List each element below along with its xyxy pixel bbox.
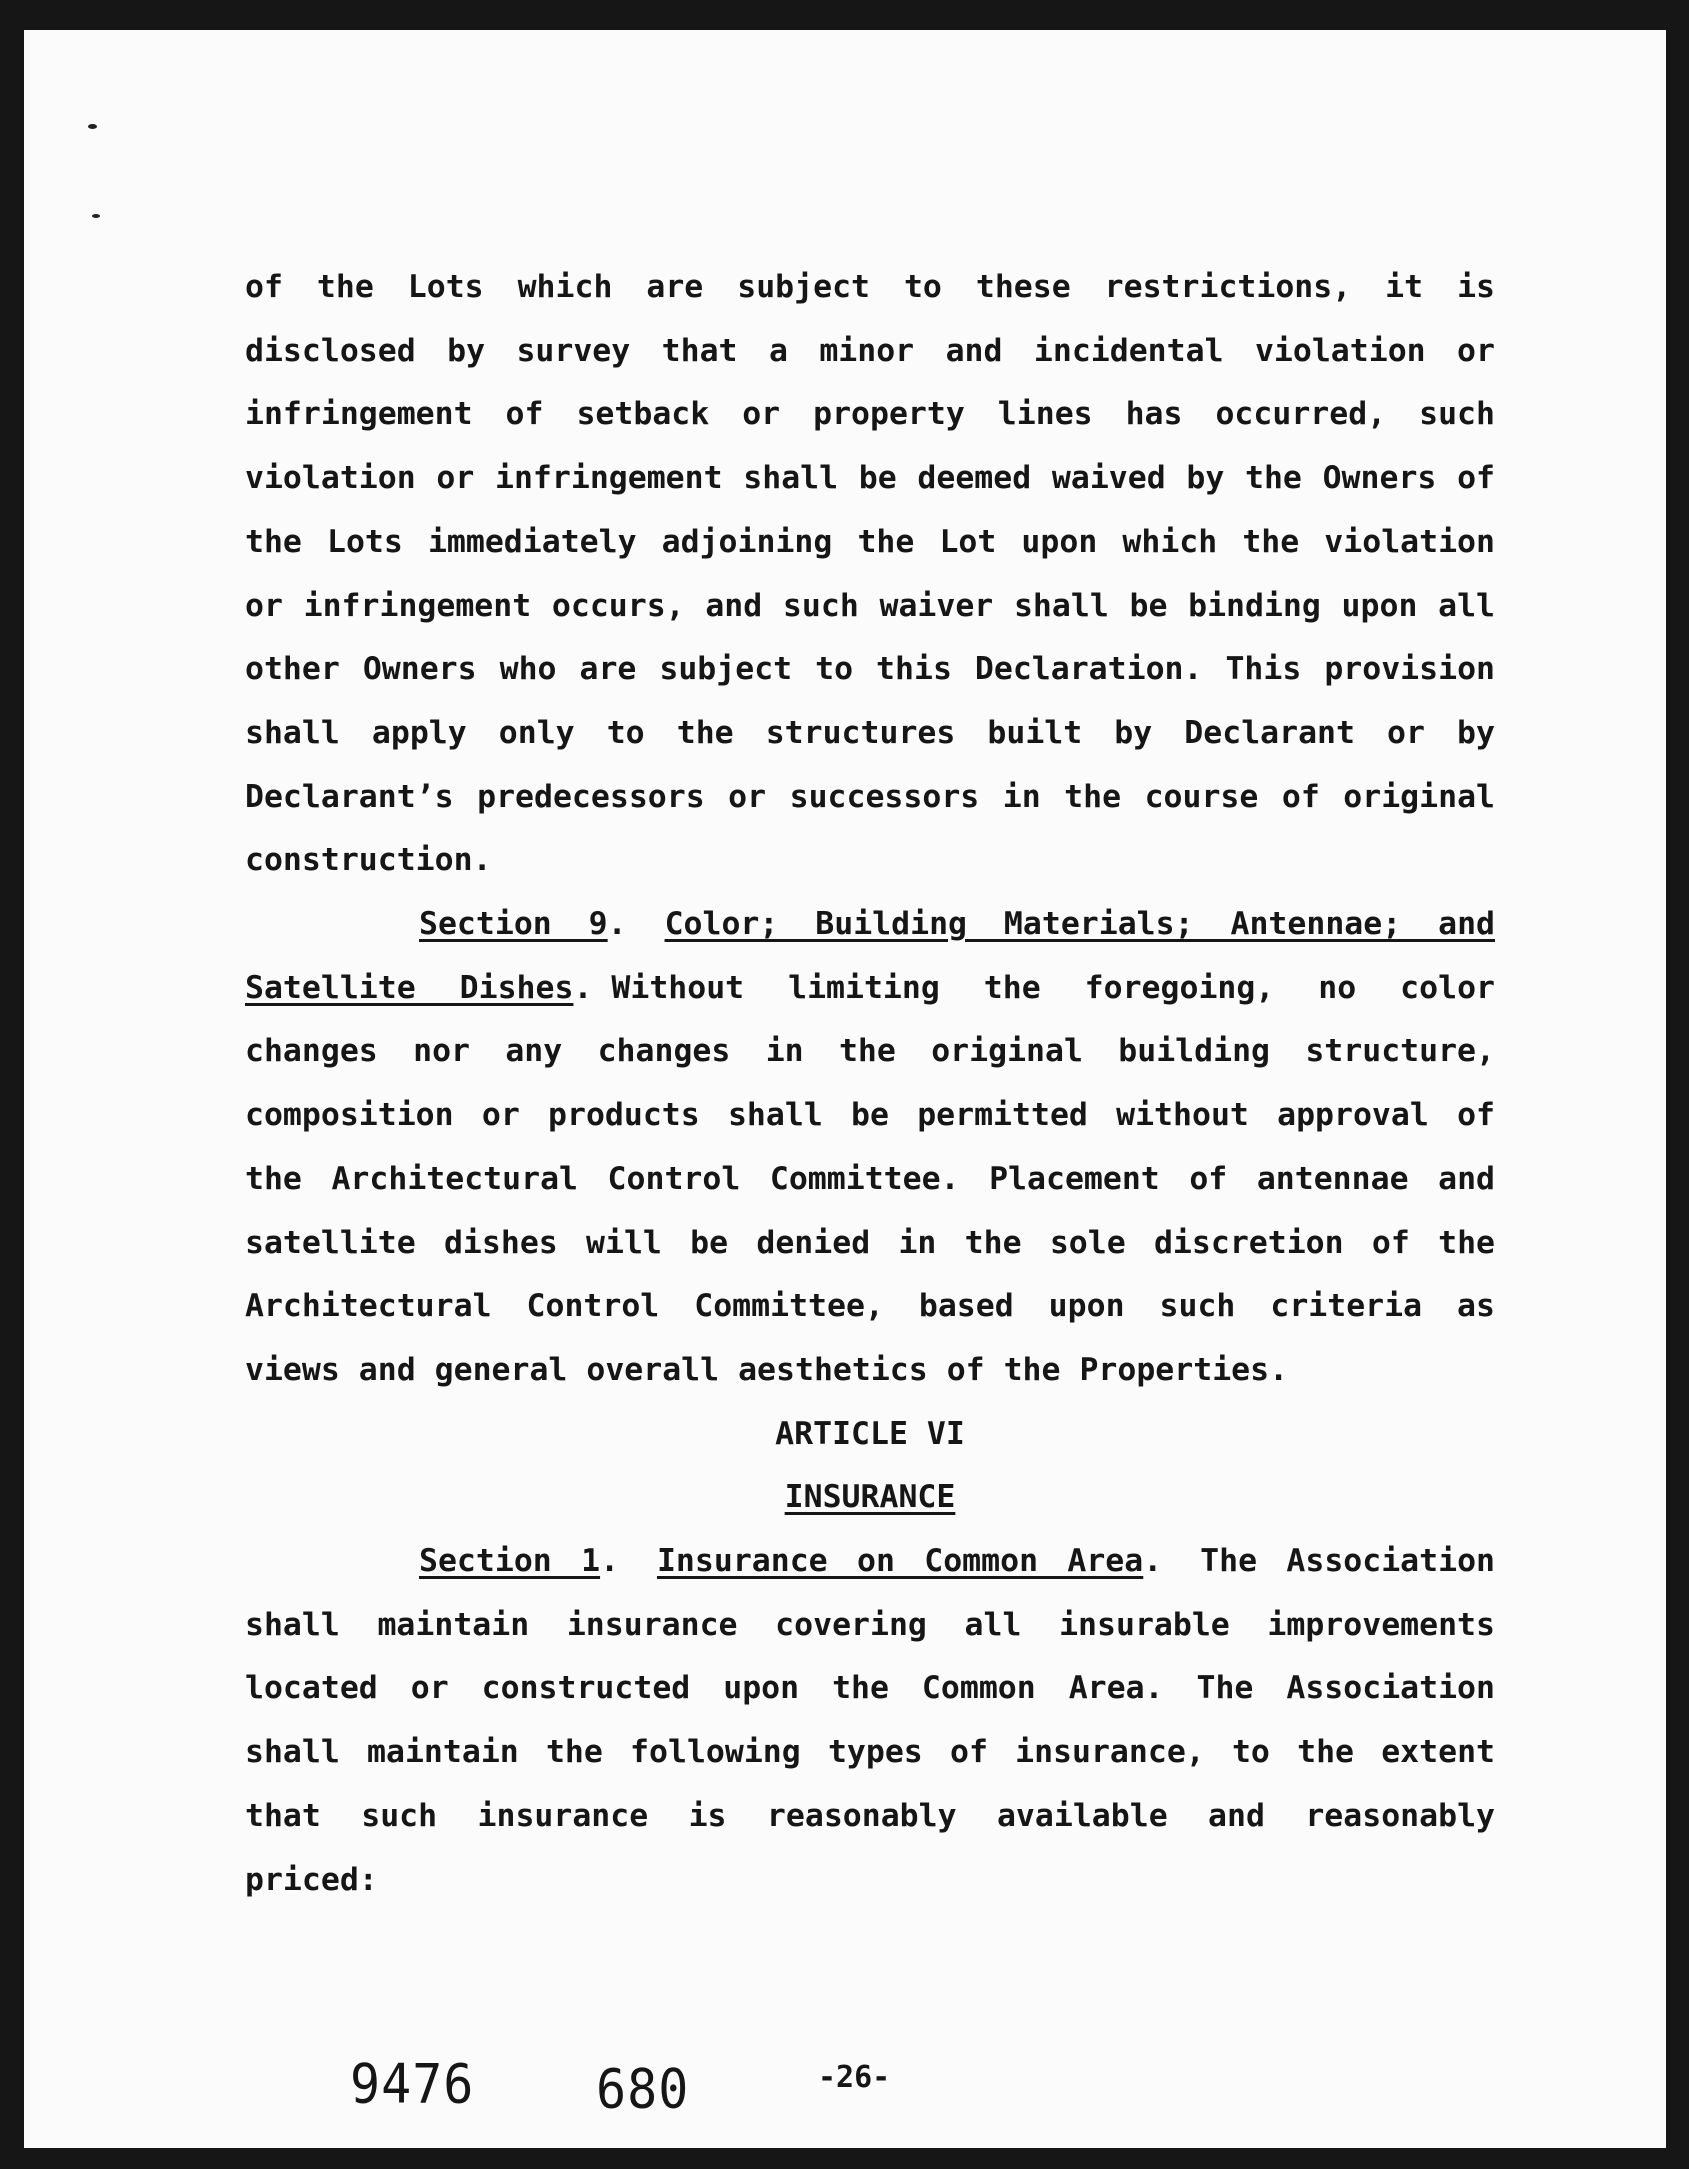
stamp-number-right: 680 [596, 2057, 690, 2121]
document-body [245, 256, 1495, 1912]
article-title [245, 1466, 1495, 1530]
section-1-label: Section 1 [419, 1543, 601, 1580]
paragraph-lot-violations: of the Lots which are subject to these restrictions, it is disclosed by survey that a minor and incidental violation or infringement of setback or property lines has occurred, such violation or infringement shall be deemed waived by the Owners of the Lots immediately adjoining the Lot upon which the violation or infringement occurs, and such waiver shall be binding upon all other Owners who are subject to this Declaration. This provision shall apply only to the structures built by Declarant or by Declarant’s predecessors or successors in the course of original construction. [245, 269, 1495, 879]
section-9-label: Section 9 [419, 906, 608, 943]
article-title-text: INSURANCE [784, 1479, 956, 1516]
section-1-text: The Association shall maintain insurance covering all insurable improvements located or constructed upon the Common Area. The Association shall maintain the following types of insurance, to the extent that such insurance is reasonably available and reasonably priced: [245, 1543, 1495, 1898]
section-9-title: Color; Building Materials; Antennae; and Satellite Dishes [245, 906, 1495, 1006]
page-number: -26- [818, 2060, 891, 2095]
scan-speck [88, 124, 97, 129]
stamp-number-left: 9476 [350, 2052, 475, 2116]
article-heading: ARTICLE VI [775, 1415, 965, 1452]
section-1-title: Insurance on Common Area [656, 1543, 1144, 1580]
section-9-paragraph: Section 9. Color; Building Materials; Antennae; and Satellite Dishes. Without limiting the foregoing, no color changes nor any changes in the original building structure, composition or products shall be permitted without approval of the Architectural Control Committee. Placement of antennae and satellite dishes will be denied in the sole discretion of the Architectural Control Committee, based upon such criteria as views and general overall aesthetics of the Properties. [245, 906, 1496, 1388]
scan-speck [92, 214, 100, 218]
section-9-text: Without limiting the foregoing, no color changes nor any changes in the original building structure, composition or products shall be permitted without approval of the Architectural Control Committee. Placement of antennae and satellite dishes will be denied in the sole discretion of the Architectural Control Committee, based upon such criteria as views and general overall aesthetics of the Properties. [245, 969, 1496, 1388]
section-1-paragraph: Section 1. Insurance on Common Area. The Association shall maintain insurance covering all insurable improvements located or constructed upon the Common Area. The Association shall maintain the following types of insurance, to the extent that such insurance is reasonably available and reasonably priced: [245, 1543, 1495, 1898]
